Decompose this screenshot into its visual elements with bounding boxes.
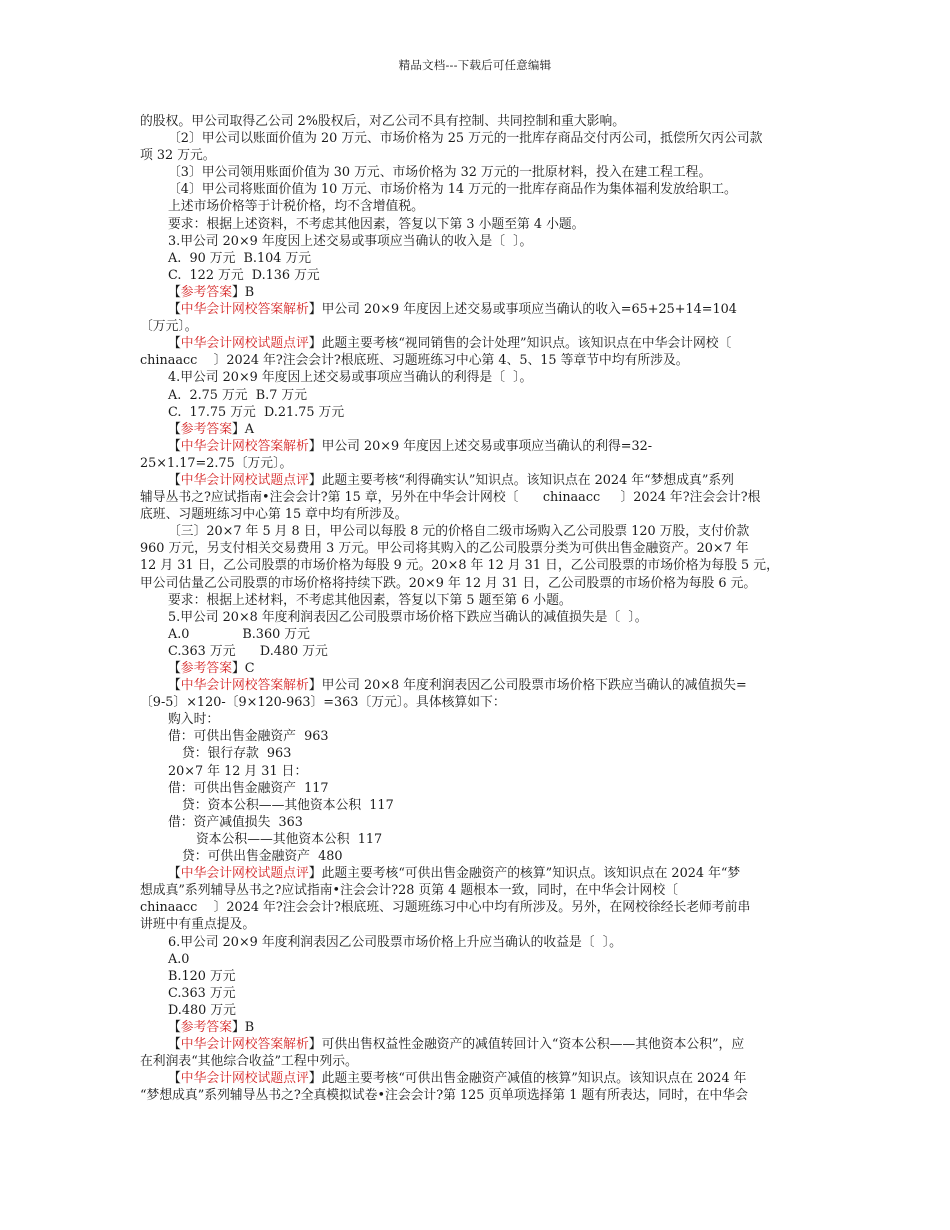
- bracket-open: 【: [168, 421, 181, 437]
- text-line: [140, 540, 812, 557]
- text-line: [140, 968, 812, 985]
- bracket-open: 【: [168, 866, 181, 882]
- text-line: [140, 147, 812, 164]
- text-line: [140, 882, 812, 899]
- line-text: chinaacc 〕2024 年?注会会计?根底班、习题班练习中心中均有所涉及。另外，在网校徐经长老师考前串: [140, 900, 751, 916]
- text-line: [140, 216, 812, 233]
- line-text: 〔3〕甲公司领用账面价值为 30 万元、市场价格为 32 万元的一批原材料，投入在建工程工程。: [168, 165, 712, 181]
- line-text: 25×1.17=2.75〔万元〕。: [140, 455, 293, 471]
- section-label: 中华会计网校答案解析: [180, 302, 309, 318]
- text-line: [140, 814, 812, 831]
- text-line: [140, 181, 812, 198]
- text-line: [140, 763, 812, 780]
- line-text: C: [244, 661, 255, 676]
- text-line: [140, 318, 812, 335]
- line-text: A: [244, 421, 255, 437]
- bracket-close: 】: [308, 336, 322, 352]
- text-line: [140, 557, 812, 574]
- line-text: 辅导丛书之?应试指南•注会会计?第 15 章，另外在中华会计网校〔 chinaacc 〕2024 年?注会会计?根: [140, 490, 761, 506]
- text-line: [140, 951, 812, 968]
- text-line: [140, 523, 812, 540]
- line-text: 此题主要考核“可供出售金融资产的核算”知识点。该知识点在 2024 年“梦: [321, 866, 741, 882]
- text-line: [140, 985, 812, 1002]
- bracket-close: 】: [308, 438, 322, 454]
- bracket-open: 【: [168, 1071, 181, 1087]
- line-text: 此题主要考核“视同销售的会计处理”知识点。该知识点在中华会计网校〔: [321, 336, 732, 352]
- section-label: 中华会计网校答案解析: [180, 438, 309, 454]
- bracket-close: 】: [231, 1019, 245, 1035]
- text-line: [140, 899, 812, 916]
- text-line: [140, 250, 812, 267]
- text-line: [140, 592, 812, 609]
- bracket-open: 【: [168, 336, 181, 352]
- line-text: 要求：根据上述材料，不考虑其他因素，答复以下第 5 题至第 6 小题。: [168, 592, 572, 608]
- line-text: C. 17.75 万元 D.21.75 万元: [168, 404, 345, 420]
- line-text: 借：可供出售金融资产 963: [168, 729, 329, 745]
- labeled-line: [140, 472, 812, 489]
- text-line: [140, 455, 812, 472]
- line-text: 12 月 31 日，乙公司股票的市场价格为每股 9 元。20×8 年 12 月 31 日，乙公司股票的市场价格为每股 5 元，: [140, 558, 779, 574]
- line-text: B: [244, 284, 255, 300]
- text-line: [140, 267, 812, 284]
- section-label: 中华会计网校试题点评: [180, 336, 309, 352]
- line-text: B: [244, 1019, 255, 1035]
- line-text: 甲公司估量乙公司股票的市场价格将持续下跌。20×9 年 12 月 31 日，乙公司股票的市场价格为每股 6 元。: [140, 575, 757, 591]
- line-text: 〔三〕20×7 年 5 月 8 日，甲公司以每股 8 元的价格自二级市场购入乙公司股票 120 万股，支付价款: [168, 524, 750, 540]
- bracket-close: 】: [231, 661, 245, 676]
- bracket-open: 【: [168, 284, 181, 300]
- labeled-line: [140, 335, 812, 352]
- bracket-open: 【: [168, 661, 181, 676]
- text-line: [140, 831, 812, 848]
- bracket-open: 【: [168, 678, 181, 694]
- text-line: [140, 387, 812, 404]
- text-line: [140, 130, 812, 147]
- section-label: 参考答案: [180, 421, 232, 437]
- section-label: 中华会计网校试题点评: [180, 1071, 309, 1087]
- text-line: [140, 780, 812, 797]
- line-text: 20×7 年 12 月 31 日：: [168, 763, 308, 779]
- labeled-line: [140, 421, 812, 438]
- section-label: 中华会计网校试题点评: [180, 472, 309, 488]
- line-text: 〔9-5〕×120-〔9×120-963〕=363〔万元〕。具体核算如下：: [140, 695, 506, 711]
- text-line: [140, 489, 812, 506]
- bracket-open: 【: [168, 302, 181, 318]
- line-text: 资本公积——其他资本公积 117: [196, 831, 383, 847]
- line-text: 3.甲公司 20×9 年度因上述交易或事项应当确认的收入是〔 〕。: [168, 233, 533, 249]
- section-label: 参考答案: [180, 661, 232, 676]
- page-header: 精品文档---下载后可任意编辑: [398, 58, 552, 72]
- line-text: A. 2.75 万元 B.7 万元: [168, 387, 308, 403]
- line-text: A.0: [168, 951, 190, 967]
- line-text: 借：资产减值损失 363: [168, 814, 303, 830]
- line-text: 的股权。甲公司取得乙公司 2%股权后，对乙公司不具有控制、共同控制和重大影响。: [140, 114, 626, 129]
- line-text: 甲公司 20×8 年度利润表因乙公司股票市场价格下跌应当确认的减值损失=: [321, 678, 747, 694]
- bracket-open: 【: [168, 438, 181, 454]
- text-line: [140, 1053, 812, 1070]
- line-text: 6.甲公司 20×9 年度利润表因乙公司股票市场价格上升应当确认的收益是〔 〕。: [168, 934, 622, 950]
- text-line: [140, 626, 812, 643]
- text-line: [140, 848, 812, 865]
- line-text: 此题主要考核“可供出售金融资产减值的核算”知识点。该知识点在 2024 年: [321, 1071, 747, 1087]
- line-text: A. 90 万元 B.104 万元: [168, 250, 312, 266]
- line-text: 甲公司 20×9 年度因上述交易或事项应当确认的收入=65+25+14=104: [321, 302, 737, 318]
- bracket-close: 】: [308, 472, 322, 488]
- labeled-line: [140, 660, 812, 677]
- text-line: [140, 233, 812, 250]
- labeled-line: [140, 865, 812, 882]
- section-label: 中华会计网校答案解析: [180, 1037, 309, 1053]
- line-text: 〔2〕甲公司以账面价值为 20 万元、市场价格为 25 万元的一批库存商品交付丙公司，抵偿所欠丙公司款: [168, 131, 763, 147]
- text-line: [140, 1087, 812, 1104]
- bracket-close: 】: [308, 678, 322, 694]
- text-line: [140, 352, 812, 369]
- text-line: [140, 694, 812, 711]
- text-line: [140, 575, 812, 592]
- text-line: [140, 506, 812, 523]
- text-line: [140, 609, 812, 626]
- line-text: 〔4〕甲公司将账面价值为 10 万元、市场价格为 14 万元的一批库存商品作为集体福利发放给职工。: [168, 182, 737, 198]
- line-text: 贷：可供出售金融资产 480: [182, 849, 343, 865]
- line-text: 借：可供出售金融资产 117: [168, 780, 329, 796]
- bracket-close: 】: [308, 1037, 322, 1053]
- line-text: 5.甲公司 20×8 年度利润表因乙公司股票市场价格下跌应当确认的减值损失是〔 〕。: [168, 609, 648, 625]
- line-text: 上述市场价格等于计税价格，均不含增值税。: [168, 199, 424, 215]
- bracket-close: 】: [231, 421, 245, 437]
- bracket-open: 【: [168, 1019, 181, 1035]
- line-text: 在利润表“其他综合收益”工程中列示。: [140, 1054, 358, 1070]
- bracket-open: 【: [168, 472, 181, 488]
- bracket-close: 】: [308, 1071, 322, 1087]
- line-text: 讲班中有重点提及。: [140, 917, 256, 933]
- text-line: [140, 728, 812, 745]
- section-label: 参考答案: [180, 284, 232, 300]
- line-text: D.480 万元: [168, 1002, 236, 1018]
- text-line: [140, 369, 812, 386]
- text-line: [140, 113, 812, 130]
- line-text: 项 32 万元。: [140, 148, 216, 164]
- section-label: 参考答案: [180, 1019, 232, 1035]
- text-line: [140, 404, 812, 421]
- line-text: C. 122 万元 D.136 万元: [168, 267, 320, 283]
- text-line: [140, 797, 812, 814]
- line-text: 贷：资本公积——其他资本公积 117: [182, 797, 394, 813]
- line-text: 要求：根据上述资料，不考虑其他因素，答复以下第 3 小题至第 4 小题。: [168, 216, 585, 232]
- text-line: [140, 745, 812, 762]
- text-line: [140, 1002, 812, 1019]
- line-text: C.363 万元 D.480 万元: [168, 643, 328, 659]
- line-text: “梦想成真”系列辅导丛书之?全真模拟试卷•注会会计?第 125 页单项选择第 1 题有所表达，同时，在中华会: [140, 1088, 748, 1104]
- line-text: 可供出售权益性金融资产的减值转回计入“资本公积——其他资本公积”，应: [321, 1037, 745, 1053]
- line-text: 想成真”系列辅导丛书之?应试指南•注会会计?28 页第 4 题根本一致，同时，在中华会计网校〔: [140, 883, 678, 899]
- text-line: [140, 643, 812, 660]
- section-label: 中华会计网校试题点评: [180, 866, 309, 882]
- text-line: [140, 164, 812, 181]
- line-text: 贷：银行存款 963: [182, 746, 292, 762]
- line-text: B.120 万元: [168, 968, 236, 984]
- labeled-line: [140, 677, 812, 694]
- line-text: chinaacc 〕2024 年?注会会计?根底班、习题班练习中心第 4、5、15 等章节中均有所涉及。: [140, 353, 689, 369]
- bracket-close: 】: [231, 284, 245, 300]
- text-line: [140, 198, 812, 215]
- labeled-line: [140, 301, 812, 318]
- line-text: 〔万元〕。: [140, 319, 198, 335]
- text-line: [140, 934, 812, 951]
- line-text: 4.甲公司 20×9 年度因上述交易或事项应当确认的利得是〔 〕。: [168, 370, 533, 386]
- section-label: 中华会计网校答案解析: [180, 678, 309, 694]
- labeled-line: [140, 1036, 812, 1053]
- line-text: 购入时：: [168, 712, 220, 728]
- labeled-line: [140, 1019, 812, 1036]
- bracket-close: 】: [308, 302, 322, 318]
- line-text: 底班、习题班练习中心第 15 章中均有所涉及。: [140, 507, 408, 523]
- labeled-line: [140, 1070, 812, 1087]
- labeled-line: [140, 438, 812, 455]
- line-text: A.0 B.360 万元: [168, 626, 310, 642]
- line-text: C.363 万元: [168, 985, 236, 1001]
- bracket-close: 】: [308, 866, 322, 882]
- line-text: 此题主要考核“利得确实认”知识点。该知识点在 2024 年“梦想成真”系列: [321, 472, 734, 488]
- line-text: 960 万元，另支付相关交易费用 3 万元。甲公司将其购入的乙公司股票分类为可供出售金融资产。20×7 年: [140, 541, 749, 557]
- line-text: 甲公司 20×9 年度因上述交易或事项应当确认的利得=32-: [321, 438, 653, 454]
- text-line: [140, 916, 812, 933]
- document-body: [140, 113, 812, 1104]
- labeled-line: [140, 284, 812, 301]
- bracket-open: 【: [168, 1037, 181, 1053]
- text-line: [140, 711, 812, 728]
